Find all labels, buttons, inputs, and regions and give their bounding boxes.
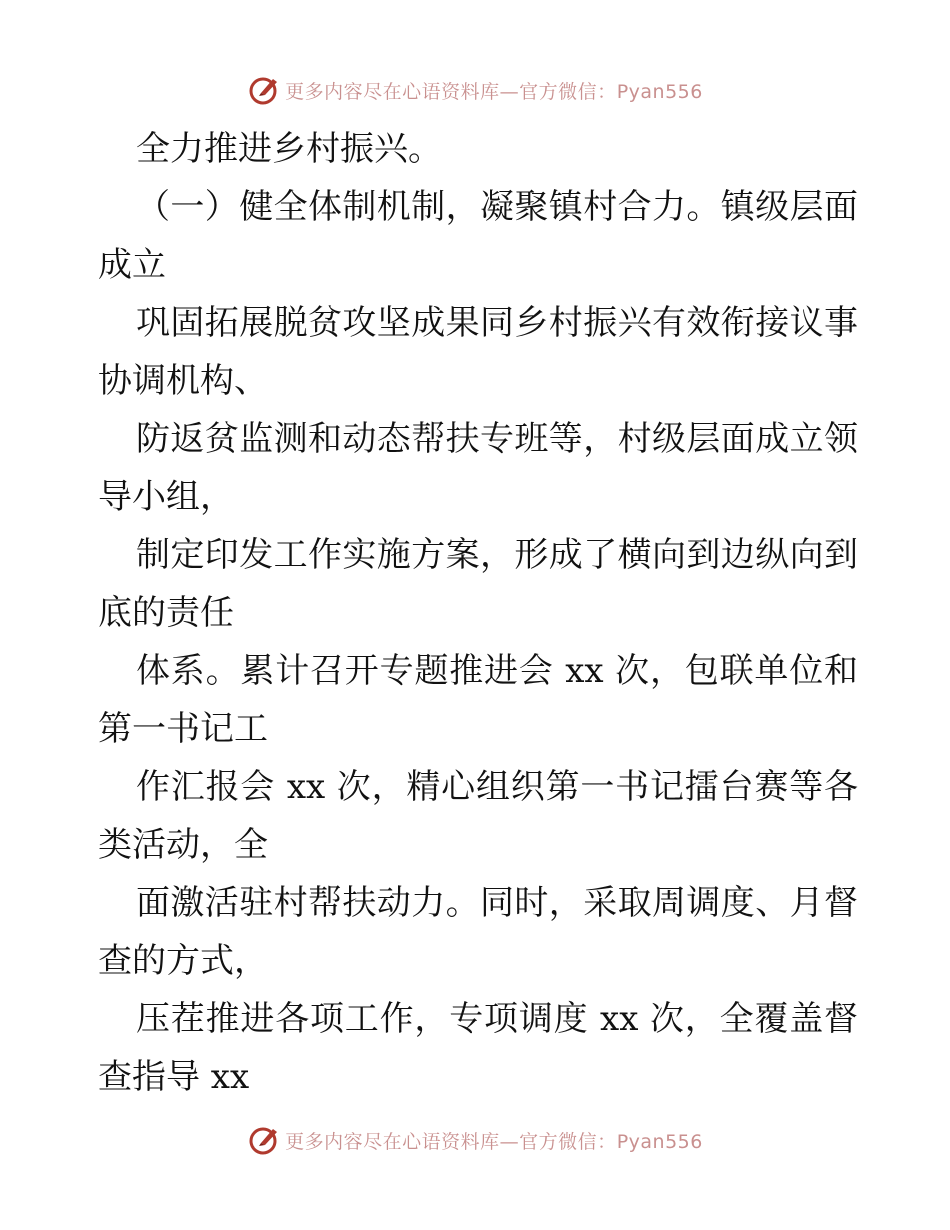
paragraph: 面激活驻村帮扶动力。同时，采取周调度、月督查的方式， [98, 883, 858, 981]
paragraph: 制定印发工作实施方案，形成了横向到边纵向到底的责任 [98, 535, 858, 633]
paragraph: 巩固拓展脱贫攻坚成果同乡村振兴有效衔接议事协调机构、 [98, 303, 858, 401]
banner-wechat-label: 官方微信： [519, 1130, 617, 1153]
pen-nib-circle-icon [247, 1123, 281, 1157]
banner-wechat-id: Pyan556 [616, 80, 703, 103]
paragraph: 防返贫监测和动态帮扶专班等，村级层面成立领导小组， [98, 419, 858, 517]
paragraph: 全力推进乡村振兴。 [136, 129, 442, 169]
banner-dash: — [499, 80, 520, 103]
footer-watermark-banner [0, 1120, 950, 1160]
paragraph: （一）健全体制机制，凝聚镇村合力。镇级层面成立 [98, 187, 858, 285]
banner-wechat-label: 官方微信： [519, 80, 617, 103]
banner-dash: — [499, 1130, 520, 1153]
header-watermark-banner [0, 70, 950, 110]
paragraph: 作汇报会 xx 次，精心组织第一书记擂台赛等各类活动，全 [98, 767, 858, 865]
banner-title: 更多内容尽在心语资料库 [285, 1130, 500, 1153]
document-body [98, 120, 858, 1106]
paragraph: 压茬推进各项工作，专项调度 xx 次，全覆盖督查指导 xx [98, 999, 858, 1097]
banner-wechat-id: Pyan556 [616, 1130, 703, 1153]
paragraph: 体系。累计召开专题推进会 xx 次，包联单位和第一书记工 [98, 651, 858, 749]
banner-title: 更多内容尽在心语资料库 [285, 80, 500, 103]
pen-nib-circle-icon [247, 73, 281, 107]
